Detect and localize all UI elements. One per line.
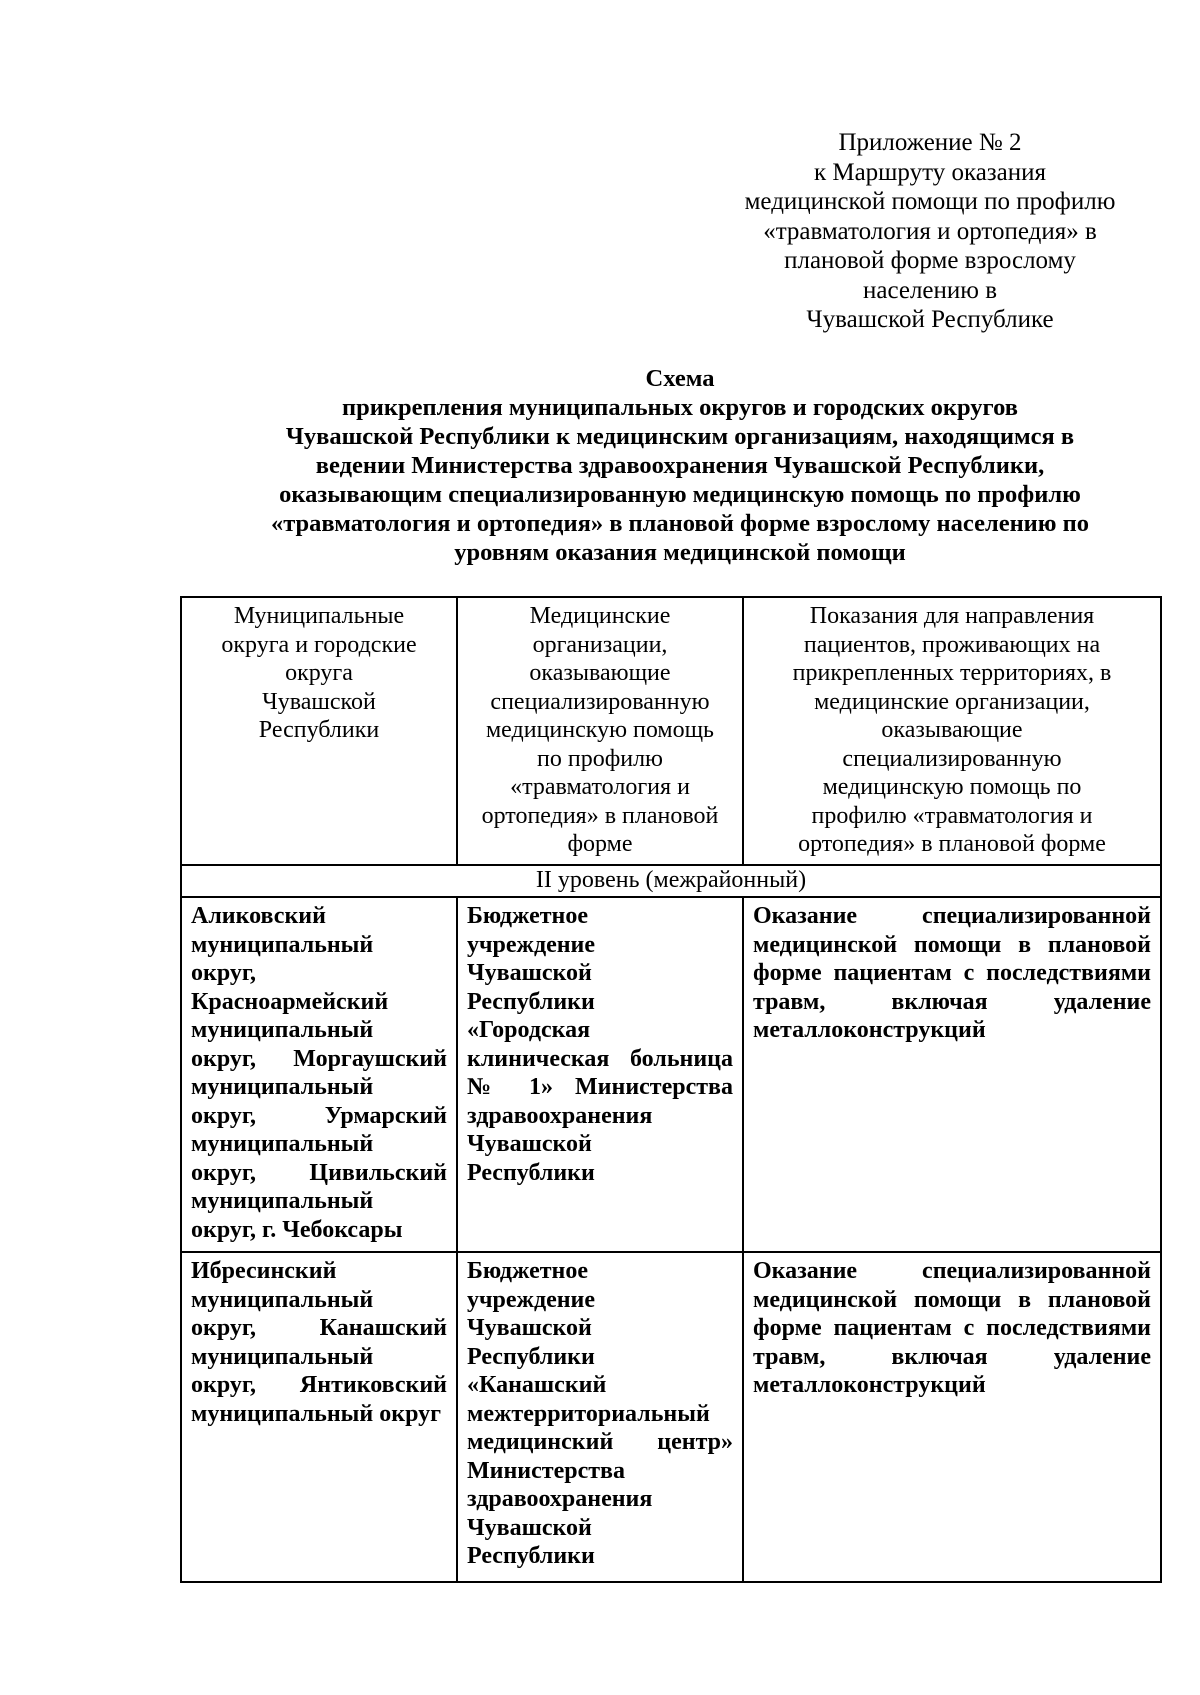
cell-line: металлоконструкций: [753, 1017, 986, 1043]
cell-districts: [181, 1252, 457, 1582]
cell-line: Аликовский: [191, 903, 326, 929]
cell-line: муниципальный: [191, 931, 374, 958]
cell-line: округ, г. Чебоксары: [191, 1216, 403, 1243]
title-line: прикрепления муниципальных округов и городских округов: [342, 394, 1018, 421]
title-line: ведении Министерства здравоохранения Чувашской Республики,: [315, 452, 1045, 479]
cell-line: муниципальный: [191, 1188, 374, 1214]
level-row: [181, 865, 1161, 897]
header-line: специализированную: [842, 745, 1062, 772]
appendix-line: к Маршруту оказания: [813, 158, 1047, 186]
header-line: медицинскую помощь: [485, 717, 714, 743]
cell-organization: [457, 897, 743, 1252]
cell-line: медицинский центр»: [467, 1429, 733, 1455]
header-line: медицинские организации,: [814, 688, 1090, 715]
header-line: округа: [285, 660, 353, 686]
cell-indications: [743, 1252, 1161, 1582]
title-line: «травматология и ортопедия» в плановой форме взрослому населению по: [270, 510, 1090, 537]
cell-line: округ, Цивильский: [191, 1159, 447, 1186]
cell-line: Чувашской: [467, 1514, 592, 1541]
cell-line: межтерриториальный: [467, 1400, 710, 1427]
header-line: медицинскую помощь по: [822, 774, 1082, 800]
header-line: Чувашской: [262, 688, 376, 715]
cell-line: округ, Урмарский: [191, 1102, 447, 1129]
cell-line: клиническая больница: [467, 1045, 733, 1072]
header-districts: [181, 597, 457, 865]
cell-line: «Городская: [467, 1017, 591, 1043]
cell-line: Оказание специализированной: [753, 1258, 1151, 1284]
cell-line: Бюджетное: [467, 903, 588, 929]
cell-line: Оказание специализированной: [753, 903, 1151, 929]
cell-line: муниципальный: [191, 1017, 374, 1043]
header-line: «травматология и: [510, 774, 690, 800]
appendix-line: населению в: [862, 276, 998, 304]
header-line: Республики: [258, 717, 380, 743]
cell-line: округ, Янтиковский: [191, 1372, 447, 1398]
cell-line: учреждение: [467, 931, 596, 958]
title-line: Чувашской Республики к медицинским организациям, находящимся в: [285, 423, 1075, 450]
header-line: профилю «травматология и: [811, 802, 1093, 829]
table-row: [181, 897, 1161, 1252]
header-indications: [743, 597, 1161, 865]
cell-line: форме пациентам с последствиями: [753, 1315, 1151, 1341]
cell-line: травм, включая удаление: [753, 988, 1151, 1015]
cell-line: «Канашский: [467, 1372, 607, 1398]
header-line: пациентов, проживающих на: [803, 631, 1101, 658]
table-row: [181, 1252, 1161, 1582]
level-label: II уровень (межрайонный): [181, 865, 1161, 897]
cell-line: № 1» Министерства: [467, 1074, 733, 1100]
cell-districts: [181, 897, 457, 1252]
header-line: оказывающие: [881, 717, 1023, 743]
header-line: оказывающие: [529, 660, 671, 686]
appendix-line: медицинской помощи по профилю: [744, 188, 1116, 215]
cell-line: Республики: [467, 988, 595, 1015]
header-line: организации,: [532, 631, 668, 658]
title-line: уровням оказания медицинской помощи: [454, 539, 906, 566]
title-line: Схема: [645, 365, 715, 392]
header-organizations: [457, 597, 743, 865]
cell-line: Чувашской: [467, 960, 592, 986]
cell-line: муниципальный округ: [191, 1400, 442, 1427]
title-line: оказывающим специализированную медицинскую помощь по профилю: [279, 481, 1081, 508]
header-line: Медицинские: [529, 603, 671, 629]
cell-line: Чувашской: [467, 1131, 592, 1157]
header-line: специализированную: [490, 688, 710, 715]
cell-organization: [457, 1252, 743, 1582]
cell-line: медицинской помощи в плановой: [753, 1286, 1151, 1313]
header-line: прикрепленных территориях, в: [792, 660, 1112, 686]
cell-line: муниципальный: [191, 1074, 374, 1100]
cell-line: Чувашской: [467, 1315, 592, 1341]
appendix-line: Чувашской Республике: [806, 306, 1054, 333]
header-line: по профилю: [537, 745, 663, 772]
cell-line: Республики: [467, 1343, 595, 1370]
cell-line: учреждение: [467, 1286, 596, 1313]
cell-line: муниципальный: [191, 1131, 374, 1157]
appendix-line: плановой форме взрослому: [784, 247, 1076, 274]
cell-line: здравоохранения: [467, 1486, 653, 1512]
cell-line: здравоохранения: [467, 1102, 653, 1129]
header-line: Муниципальные: [233, 603, 405, 629]
scheme-table: [180, 596, 1162, 1583]
cell-line: муниципальный: [191, 1343, 374, 1370]
cell-line: Ибресинский: [191, 1258, 337, 1284]
table-header-row: [181, 597, 1161, 865]
cell-line: травм, включая удаление: [753, 1343, 1151, 1370]
cell-line: Красноармейский: [191, 988, 389, 1015]
header-line: ортопедия» в плановой форме: [798, 831, 1106, 857]
cell-line: форме пациентам с последствиями: [753, 960, 1151, 986]
cell-line: округ,: [191, 960, 257, 986]
document-title: [180, 364, 1180, 567]
header-line: округа и городские: [221, 631, 417, 658]
appendix-header: [720, 128, 1140, 335]
cell-line: Республики: [467, 1543, 595, 1569]
cell-line: металлоконструкций: [753, 1372, 986, 1398]
header-line: Показания для направления: [809, 603, 1095, 629]
cell-line: Республики: [467, 1159, 595, 1186]
appendix-line: Приложение № 2: [838, 129, 1022, 156]
header-line: ортопедия» в плановой: [481, 802, 719, 829]
cell-line: Министерства: [467, 1457, 625, 1484]
cell-line: Бюджетное: [467, 1258, 588, 1284]
cell-indications: [743, 897, 1161, 1252]
cell-line: округ, Моргаушский: [191, 1045, 447, 1072]
cell-line: медицинской помощи в плановой: [753, 931, 1151, 958]
header-line: форме: [567, 831, 633, 857]
cell-line: округ, Канашский: [191, 1315, 447, 1341]
appendix-line: «травматология и ортопедия» в: [763, 217, 1097, 245]
cell-line: муниципальный: [191, 1286, 374, 1313]
